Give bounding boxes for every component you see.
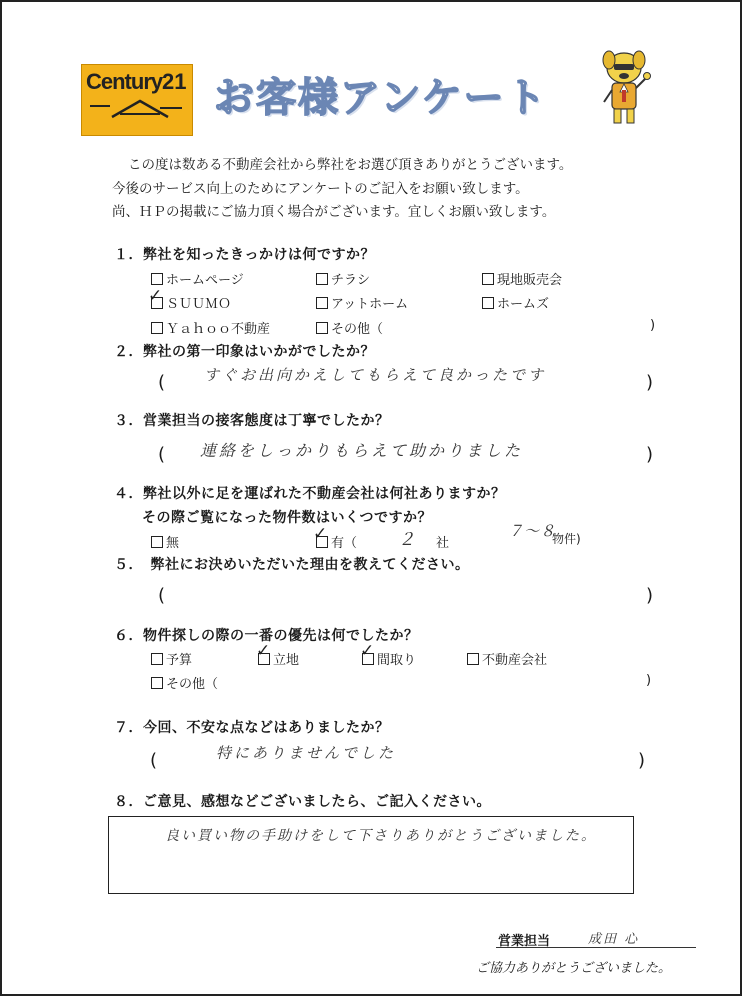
checkbox[interactable]	[151, 273, 163, 285]
thanks-message: ご協力ありがとうございました。	[476, 961, 672, 976]
question-2: ２．弊社の第一印象はいかがでしたか？	[114, 344, 375, 360]
q2-answer[interactable]: すぐお出向かえしてもらえて良かったです	[204, 366, 547, 384]
q1-other-close-paren: )	[650, 318, 656, 333]
question-8: ８．ご意見、感想などございましたら、ご記入ください。	[114, 794, 491, 810]
q6-option-agency[interactable]: 不動産会社	[467, 649, 547, 668]
check-mark-icon: ✓	[313, 524, 328, 544]
q4-unit-company: 社	[436, 536, 450, 551]
question-1: １．弊社を知ったきっかけは何ですか？	[114, 247, 375, 263]
question-4-sub: その際ご覧になった物件数はいくつですか？	[142, 510, 432, 526]
question-6: ６．物件探しの際の一番の優先は何でしたか？	[114, 628, 419, 644]
q6-other-close-paren: )	[646, 673, 652, 688]
q8-answer: 良い買い物の手助けをして下さりありがとうございました。	[165, 828, 597, 844]
checkbox[interactable]	[151, 322, 163, 334]
intro-line-1: この度は数ある不動産会社から弊社をお選び頂きありがとうございます。	[128, 157, 573, 173]
q7-close-paren: )	[638, 750, 646, 771]
dog-mascot-icon	[596, 46, 656, 128]
q3-open-paren: (	[158, 444, 166, 465]
house-roof-icon	[90, 97, 186, 131]
q1-option-athome[interactable]: アットホーム	[316, 293, 408, 312]
checkbox[interactable]	[151, 677, 163, 689]
intro-line-2: 今後のサービス向上のためにアンケートのご記入をお願い致します。	[112, 181, 529, 197]
q6-option-other[interactable]: その他（	[151, 673, 218, 692]
checkbox[interactable]	[316, 322, 328, 334]
question-5: ５． 弊社にお決めいただいた理由を教えてください。	[114, 557, 470, 573]
q6-option-budget[interactable]: 予算	[151, 649, 192, 668]
checkbox[interactable]	[467, 653, 479, 665]
q4-option-none[interactable]: 無	[151, 532, 179, 551]
staff-label: 営業担当	[498, 934, 551, 949]
q2-close-paren: )	[646, 372, 654, 393]
century21-logo	[81, 64, 193, 136]
checkbox[interactable]	[482, 297, 494, 309]
q6-option-floorplan[interactable]: 間取り	[362, 649, 416, 668]
logo-word: Century	[86, 69, 163, 94]
q4-property-count[interactable]: ７～８	[508, 522, 557, 540]
q1-option-yahoo[interactable]: Ｙａｈｏｏ不動産	[151, 318, 270, 337]
q4-option-yes[interactable]: 有（	[316, 532, 357, 551]
q1-option-flyer[interactable]: チラシ	[316, 269, 370, 288]
question-7: ７．今回、不安な点などはありましたか？	[114, 720, 390, 736]
page-title: お客様アンケート	[214, 75, 548, 121]
q6-option-location[interactable]: 立地	[258, 649, 299, 668]
q1-option-open-house[interactable]: 現地販売会	[482, 269, 562, 288]
signature-line	[496, 947, 696, 948]
q4-unit-property: 物件)	[552, 532, 581, 546]
q1-option-homes[interactable]: ホームズ	[482, 293, 549, 312]
question-4: ４．弊社以外に足を運ばれた不動産会社は何社ありますか？	[114, 486, 506, 502]
q7-open-paren: (	[150, 750, 158, 771]
q5-open-paren: (	[158, 585, 166, 606]
check-mark-icon: ✓	[360, 641, 375, 661]
checkbox[interactable]	[316, 297, 328, 309]
checkbox[interactable]	[151, 536, 163, 548]
q3-answer[interactable]: 連絡をしっかりもらえて助かりました	[200, 441, 524, 460]
q2-open-paren: (	[158, 372, 166, 393]
logo-number: 21	[162, 69, 187, 94]
comment-box[interactable]	[108, 816, 634, 894]
staff-name: 成田 心	[588, 932, 640, 947]
check-mark-icon: ✓	[148, 286, 163, 306]
check-mark-icon: ✓	[256, 641, 271, 661]
q1-option-suumo[interactable]: ＳＵＵＭＯ	[151, 293, 231, 312]
intro-line-3: 尚、ＨＰの掲載にご協力頂く場合がございます。宜しくお願い致します。	[112, 204, 556, 220]
q7-answer[interactable]: 特にありませんでした	[216, 744, 397, 762]
checkbox[interactable]	[316, 273, 328, 285]
checkbox[interactable]	[482, 273, 494, 285]
q1-option-other[interactable]: その他（	[316, 318, 383, 337]
q5-close-paren: )	[646, 585, 654, 606]
question-3: ３．営業担当の接客態度は丁寧でしたか？	[114, 413, 390, 429]
q1-option-homepage[interactable]: ホームページ	[151, 269, 244, 288]
q4-company-count[interactable]: ２	[398, 530, 418, 550]
q3-close-paren: )	[646, 444, 654, 465]
checkbox[interactable]	[151, 653, 163, 665]
